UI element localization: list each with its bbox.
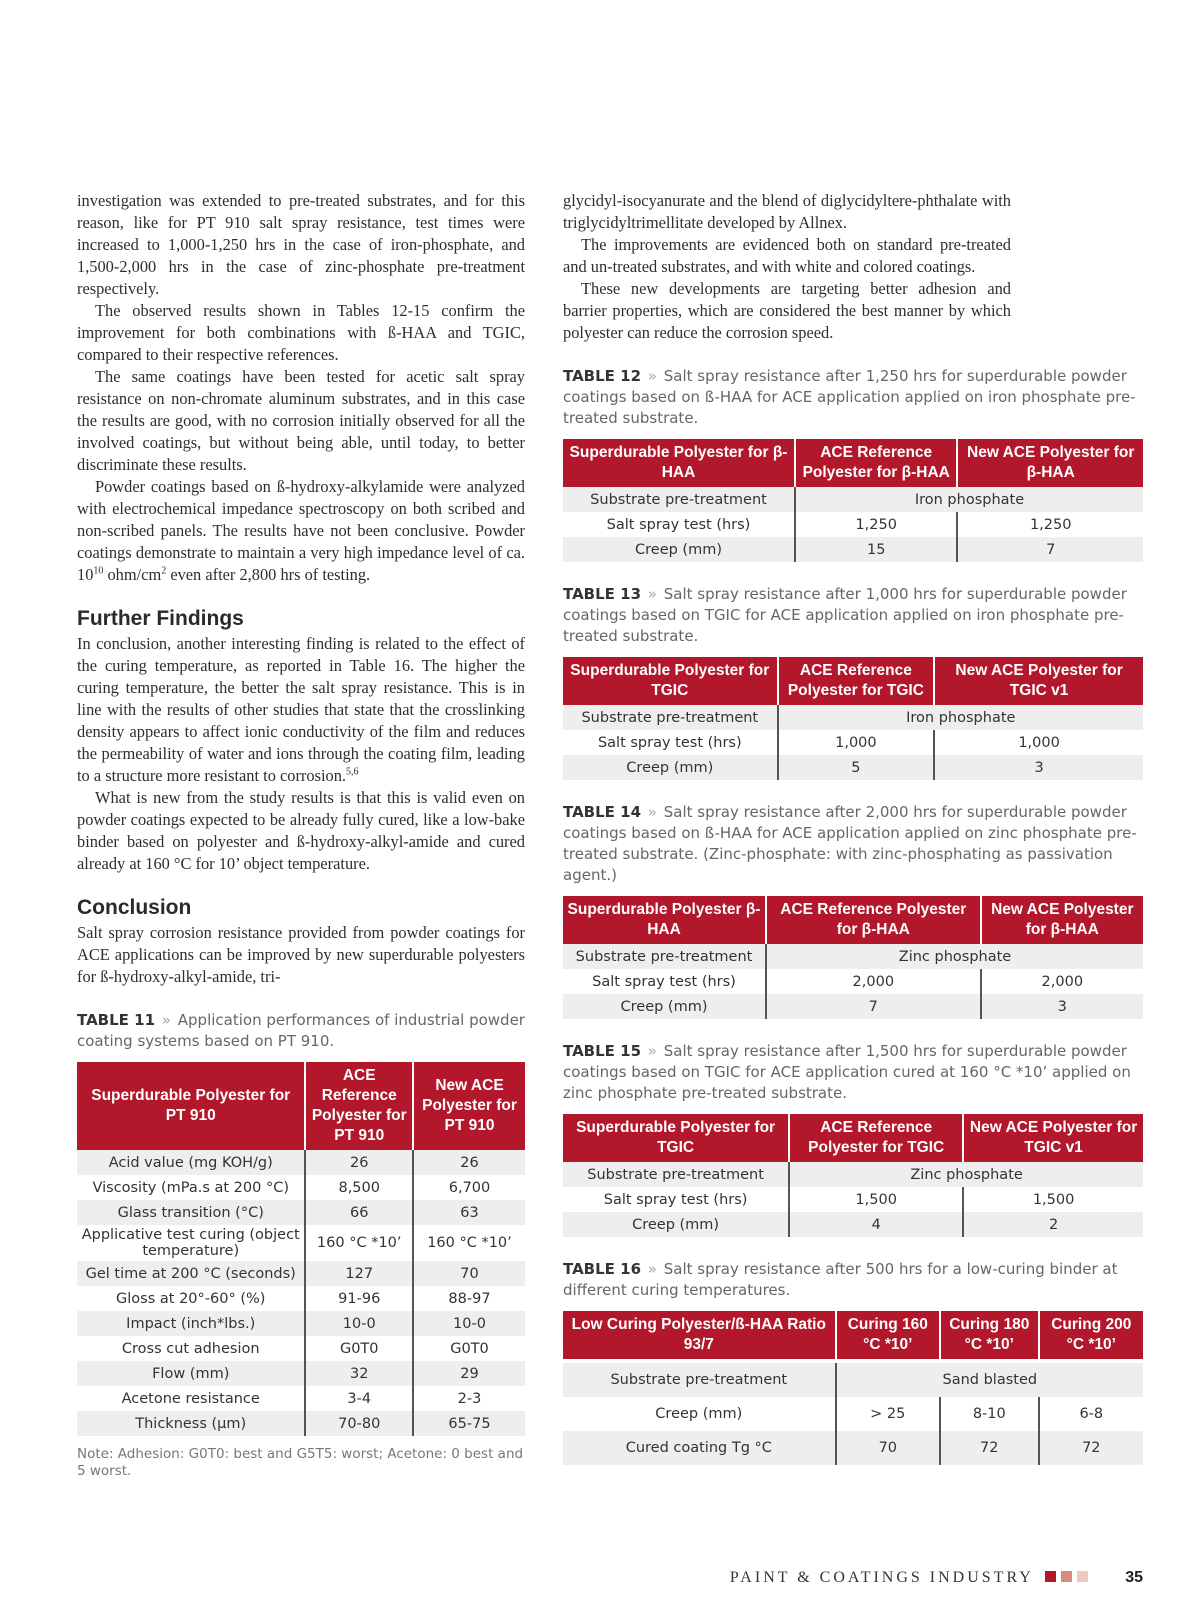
cell: 3 (981, 994, 1143, 1019)
table-12 (563, 439, 1143, 562)
cell: 1,500 (963, 1187, 1143, 1212)
table-caption (77, 1010, 525, 1052)
column-header: New ACE Polyester for TGIC v1 (963, 1114, 1143, 1162)
superscript: 2 (161, 565, 167, 577)
paragraph: Salt spray corrosion resistance provided from powder coatings for ACE applications can be improved by new superdurable polyesters for ß-hydroxy-alkyl-amide, tri- (77, 923, 525, 986)
cell: 32 (305, 1361, 413, 1386)
table-caption (563, 1259, 1143, 1301)
table-row (563, 994, 1143, 1019)
table-label: TABLE 14 (563, 803, 642, 821)
table-row (563, 755, 1143, 780)
column-header: Superdurable Polyester for PT 910 (77, 1062, 305, 1150)
table-header-row (563, 896, 1143, 944)
cell: 26 (305, 1150, 413, 1175)
cell: 1,500 (789, 1187, 963, 1212)
table-label: TABLE 16 (563, 1260, 642, 1278)
cell: 70 (413, 1261, 525, 1286)
section-heading-conclusion: Conclusion (77, 896, 192, 919)
cell: Zinc phosphate (766, 944, 1143, 969)
cell: Creep (mm) (563, 537, 795, 562)
cell: Acid value (mg KOH/g) (77, 1150, 305, 1175)
table-14-block (563, 802, 1143, 1019)
table-row (77, 1286, 525, 1311)
table-row (77, 1150, 525, 1175)
table-header-row (563, 439, 1143, 487)
cell: Thickness (µm) (77, 1411, 305, 1436)
column-header: New ACE Polyester for β-HAA (957, 439, 1143, 487)
text-run: even after 2,800 hrs of testing. (166, 565, 371, 584)
table-row (77, 1200, 525, 1225)
table-15-block (563, 1041, 1143, 1237)
table-row (563, 1162, 1143, 1187)
table-12-block (563, 366, 1143, 562)
paragraph: These new developments are targeting better adhesion and barrier properties, which are considered the best manner by which polyester can reduce the corrosion speed. (563, 279, 1011, 342)
paragraph (77, 476, 525, 586)
table-row (77, 1225, 525, 1261)
cell: 3-4 (305, 1386, 413, 1411)
table-row (563, 705, 1143, 730)
cell: G0T0 (305, 1336, 413, 1361)
cell: Iron phosphate (778, 705, 1143, 730)
table-row (563, 1187, 1143, 1212)
table-caption (563, 584, 1143, 647)
raquo-icon: » (161, 1011, 171, 1029)
cell: 7 (957, 537, 1143, 562)
table-row (77, 1386, 525, 1411)
paragraph: What is new from the study results is that this is valid even on powder coatings expected to be already fully cured, like a low-bake binder based on polyester and ß-hydroxy-alkyl-amide and cured already at 160 °C for 10’ object temperature. (77, 788, 525, 873)
cell: 8,500 (305, 1175, 413, 1200)
cell: 1,000 (934, 730, 1143, 755)
column-header: New ACE Polyester for TGIC v1 (934, 657, 1143, 705)
cell: Sand blasted (836, 1361, 1143, 1397)
cell: Acetone resistance (121, 1390, 260, 1407)
column-header: Superdurable Polyester for TGIC (563, 1114, 789, 1162)
publication-name: PAINT & COATINGS INDUSTRY (729, 1569, 1034, 1586)
cell: Viscosity (mPa.s at 200 °C) (92, 1179, 289, 1196)
cell: 65-75 (413, 1411, 525, 1436)
table-row (77, 1361, 525, 1386)
column-header: ACE Reference Polyester for β-HAA (766, 896, 981, 944)
cell: Glass transition (°C) (77, 1200, 305, 1225)
cell: 72 (940, 1431, 1039, 1465)
table-11-block (77, 1010, 525, 1480)
table-row (563, 730, 1143, 755)
cell: Flow (mm) (77, 1361, 305, 1386)
cell: 70 (836, 1431, 940, 1465)
page-footer (0, 1569, 1143, 1587)
text-run: In conclusion, another interesting finding is related to the effect of the curing temperature, as reported in Table 16. The higher the curing temperature, the better the salt spray resistance. This is in line with the results of other studies that state that the crosslinking density appears to affect ionic conductivity of the film and reduces the permeability of water and ions through the coating film, leading to a structure more resistant to corrosion. (77, 634, 525, 785)
table-row (77, 1311, 525, 1336)
raquo-icon: » (647, 803, 657, 821)
table-row (77, 1175, 525, 1200)
superscript: 10 (93, 565, 104, 577)
table-row (563, 537, 1143, 562)
cell: 6,700 (413, 1175, 525, 1200)
cell: 1,250 (795, 512, 957, 537)
cell: 1,250 (957, 512, 1143, 537)
table-row (563, 944, 1143, 969)
left-column (77, 190, 525, 1480)
cell: 160 °C *10’ (413, 1225, 525, 1261)
table-row (77, 1261, 525, 1286)
table-row (563, 969, 1143, 994)
cell: 29 (413, 1361, 525, 1386)
cell: 10-0 (413, 1311, 525, 1336)
column-header: New ACE Polyester for β-HAA (981, 896, 1143, 944)
table-label: TABLE 15 (563, 1042, 642, 1060)
column-header: ACE Reference Polyester for TGIC (778, 657, 935, 705)
table-label: TABLE 13 (563, 585, 642, 603)
table-16-block (563, 1259, 1143, 1465)
paragraph: The same coatings have been tested for acetic salt spray resistance on non-chromate aluminum substrates, and in this case the results are good, with no corrosion initially observed for all the involved coatings, but without being able, until today, to better discriminate these results. (77, 367, 525, 474)
column-header: Curing 180 °C *10’ (940, 1311, 1039, 1361)
cell: G0T0 (413, 1336, 525, 1361)
table-13 (563, 657, 1143, 780)
raquo-icon: » (647, 1260, 657, 1278)
paragraph: The observed results shown in Tables 12-15 confirm the improvement for both combinations with ß-HAA and TGIC, compared to their respective references. (77, 301, 525, 364)
cell: 15 (795, 537, 957, 562)
column-header: Curing 200 °C *10’ (1039, 1311, 1143, 1361)
table-row (563, 1431, 1143, 1465)
table-row (563, 512, 1143, 537)
table-caption (563, 802, 1143, 886)
cell: 3 (934, 755, 1143, 780)
raquo-icon: » (647, 585, 657, 603)
table-label: TABLE 12 (563, 367, 642, 385)
table-header-row (563, 1114, 1143, 1162)
cell: Impact (inch*lbs.) (77, 1311, 305, 1336)
cell: 72 (1039, 1431, 1143, 1465)
cell: 6-8 (1039, 1397, 1143, 1431)
text-run: ohm/cm (103, 565, 162, 584)
superscript: 5,6 (346, 766, 359, 778)
paragraph: The improvements are evidenced both on standard pre-treated and un-treated substrates, and with white and colored coatings. (563, 235, 1011, 276)
cell: Creep (mm) (563, 994, 766, 1019)
cell: Gloss at 20°-60° (%) (116, 1290, 266, 1307)
footer-square-icon (1045, 1571, 1056, 1582)
table-caption (563, 1041, 1143, 1104)
cell: 2,000 (766, 969, 981, 994)
cell: 10-0 (305, 1311, 413, 1336)
table-label: TABLE 11 (77, 1011, 156, 1029)
cell: Substrate pre-treatment (563, 705, 778, 730)
cell: 70-80 (305, 1411, 413, 1436)
column-header: ACE Reference Polyester for β-HAA (795, 439, 957, 487)
cell: Substrate pre-treatment (563, 1162, 789, 1187)
table-header-row (563, 657, 1143, 705)
cell: 1,000 (778, 730, 935, 755)
table-15 (563, 1114, 1143, 1237)
cell: 26 (413, 1150, 525, 1175)
column-header: ACE Reference Polyester for PT 910 (305, 1062, 413, 1150)
cell: 66 (305, 1200, 413, 1225)
footer-square-icon (1061, 1571, 1072, 1582)
right-column (563, 190, 1143, 1465)
table-row (77, 1411, 525, 1436)
cell: Salt spray test (hrs) (606, 516, 751, 533)
cell: > 25 (836, 1397, 940, 1431)
cell: Creep (mm) (655, 1406, 743, 1422)
caption-text: Application performances of industrial powder coating systems based on PT 910. (77, 1011, 525, 1050)
table-row (77, 1336, 525, 1361)
cell: 2-3 (413, 1386, 525, 1411)
column-header: Superdurable Polyester for TGIC (563, 657, 778, 705)
cell: Applicative test curing (object temperature) (81, 1227, 300, 1259)
table-11 (77, 1062, 525, 1436)
paragraph (77, 633, 525, 787)
paragraph: investigation was extended to pre-treated substrates, and for this reason, like for PT 910 salt spray resistance, test times were increased to 1,000-1,250 hrs in the case of iron-phosphate, and 1,500-2,000 hrs in the case of zinc-phosphate pre-treatment respectively. (77, 191, 525, 298)
cell: Creep (mm) (563, 1212, 789, 1237)
column-header: New ACE Polyester for PT 910 (413, 1062, 525, 1150)
section-heading-further-findings: Further Findings (77, 607, 244, 630)
cell: 4 (789, 1212, 963, 1237)
cell: 7 (766, 994, 981, 1019)
table-caption (563, 366, 1143, 429)
table-14 (563, 896, 1143, 1019)
raquo-icon: » (647, 367, 657, 385)
cell: 63 (413, 1200, 525, 1225)
table-header-row (77, 1062, 525, 1150)
caption-text: Salt spray resistance after 2,000 hrs for superdurable powder coatings based on ß-HAA for ACE application applied on zinc phosphate pre-treated substrate. (Zinc-phosphate: with zinc-phosphating as passivation agent.) (563, 803, 1137, 884)
caption-text: Salt spray resistance after 1,000 hrs for superdurable powder coatings based on TGIC for ACE application applied on iron phosphate pre-treated substrate. (563, 585, 1127, 645)
page-number: 35 (1125, 1569, 1143, 1586)
cell: Creep (mm) (563, 755, 778, 780)
caption-text: Salt spray resistance after 1,250 hrs for superdurable powder coatings based on ß-HAA for ACE application applied on iron phosphate pre-treated substrate. (563, 367, 1136, 427)
column-header: Superdurable Polyester for β-HAA (563, 439, 795, 487)
cell: 160 °C *10’ (305, 1225, 413, 1261)
paragraph: glycidyl-isocyanurate and the blend of diglycidyltere-phthalate with triglycidyltrimellitate developed by Allnex. (563, 191, 1011, 232)
table-row (563, 487, 1143, 512)
table-note: Note: Adhesion: G0T0: best and G5T5: worst; Acetone: 0 best and 5 worst. (77, 1446, 524, 1479)
caption-text: Salt spray resistance after 1,500 hrs for superdurable powder coatings based on TGIC for ACE application cured at 160 °C *10’ applied on zinc phosphate pre-treated substrate. (563, 1042, 1131, 1102)
cell: Substrate pre-treatment (563, 944, 766, 969)
cell: Gel time at 200 °C (seconds) (77, 1261, 305, 1286)
table-row (563, 1361, 1143, 1397)
column-header: ACE Reference Polyester for TGIC (789, 1114, 963, 1162)
caption-text: Salt spray resistance after 500 hrs for a low-curing binder at different curing temperatures. (563, 1260, 1118, 1299)
text-run: Powder coatings based on ß-hydroxy-alkylamide were analyzed with electrochemical impedance spectroscopy on both scribed and non-scribed panels. The results have not been conclusive. Powder coatings demonstrate to maintain a very high impedance level of ca. 10 (77, 477, 525, 584)
cell: Cured coating Tg °C (563, 1431, 836, 1465)
column-header: Superdurable Polyester β-HAA (563, 896, 766, 944)
raquo-icon: » (647, 1042, 657, 1060)
cell: Zinc phosphate (789, 1162, 1143, 1187)
cell: 2,000 (981, 969, 1143, 994)
cell: Substrate pre-treatment (563, 1361, 836, 1397)
cell: 5 (778, 755, 935, 780)
cell: Salt spray test (hrs) (603, 1191, 748, 1208)
cell: 91-96 (305, 1286, 413, 1311)
cell: Substrate pre-treatment (563, 487, 795, 512)
cell: Salt spray test (hrs) (597, 734, 742, 751)
cell: Cross cut adhesion (121, 1340, 260, 1357)
column-header: Curing 160 °C *10’ (836, 1311, 940, 1361)
table-row (563, 1212, 1143, 1237)
cell: Iron phosphate (795, 487, 1143, 512)
cell: Salt spray test (hrs) (592, 973, 736, 990)
table-row (563, 1397, 1143, 1431)
table-13-block (563, 584, 1143, 780)
cell: 127 (305, 1261, 413, 1286)
cell: 88-97 (413, 1286, 525, 1311)
table-header-row (563, 1311, 1143, 1361)
cell: 8-10 (940, 1397, 1039, 1431)
cell: 2 (963, 1212, 1143, 1237)
column-header: Low Curing Polyester/ß-HAA Ratio 93/7 (563, 1311, 836, 1361)
footer-square-icon (1077, 1571, 1088, 1582)
table-16 (563, 1311, 1143, 1465)
